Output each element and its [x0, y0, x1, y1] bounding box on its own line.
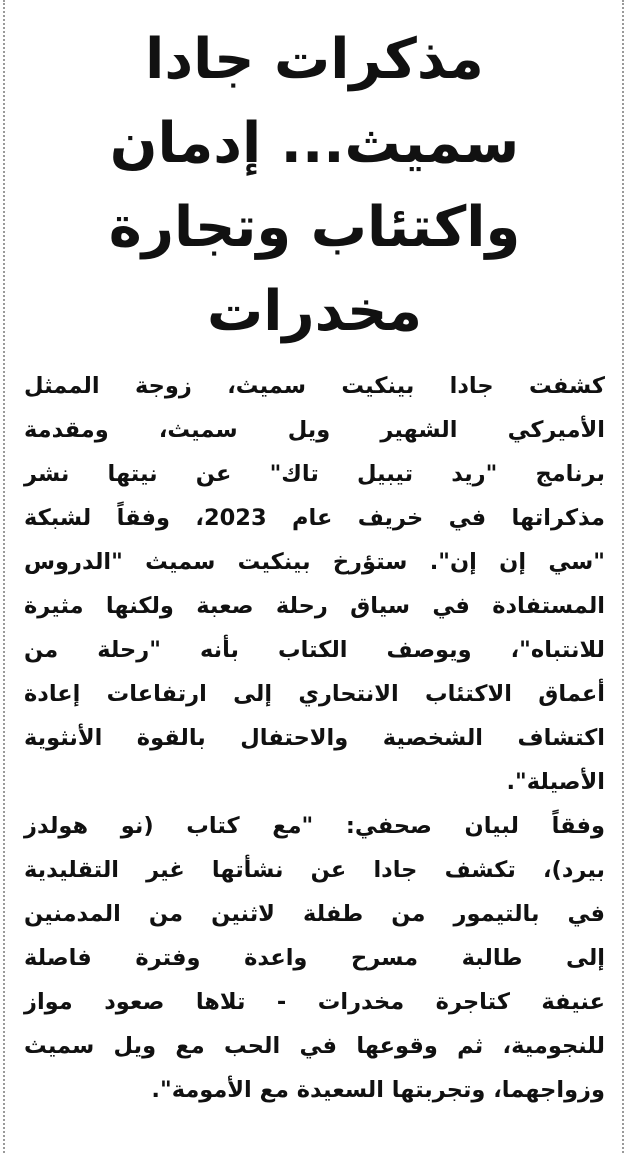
- paragraph-1-line: المستفادة في سياق رحلة صعبة ولكنها مثيرة: [24, 593, 605, 619]
- paragraph-1-line: اكتشاف الشخصية والاحتفال بالقوة الأنثوية: [24, 725, 605, 751]
- article-body: [24, 364, 605, 1112]
- paragraph-1-line: مذكراتها في خريف عام 2023، وفقاً لشبكة: [24, 505, 605, 531]
- paragraph-1-line: برنامج "ريد تيبيل تاك" عن نيتها نشر: [24, 461, 605, 487]
- paragraph-1-line: أعماق الاكتئاب الانتحاري إلى ارتفاعات إعادة: [24, 681, 605, 707]
- paragraph-2-line: بيرد)، تكشف جادا عن نشأتها غير التقليدية: [24, 857, 605, 883]
- article-headline: [24, 18, 605, 354]
- headline-line-2: واكتئاب وتجارة مخدرات: [108, 195, 521, 344]
- headline-line-1: مذكرات جادا سميث... إدمان: [109, 27, 520, 176]
- paragraph-1-line: "سي إن إن". ستؤرخ بينكيت سميث "الدروس: [24, 549, 605, 575]
- paragraph-1-line: كشفت جادا بينكيت سميث، زوجة الممثل: [24, 373, 605, 399]
- paragraph-2-line: عنيفة كتاجرة مخدرات - تلاها صعود مواز: [24, 989, 605, 1015]
- dotted-border-left: [3, 0, 5, 1153]
- dotted-border-right: [622, 0, 624, 1153]
- paragraph-1: [24, 364, 605, 804]
- paragraph-2-line: للنجومية، ثم وقوعها في الحب مع ويل سميث: [24, 1033, 605, 1059]
- paragraph-1-line: للانتباه"، ويوصف الكتاب بأنه "رحلة من: [24, 637, 605, 663]
- paragraph-2-line: وفقاً لبيان صحفي: "مع كتاب (نو هولدز: [24, 813, 605, 839]
- paragraph-2-line: إلى طالبة مسرح واعدة وفترة فاصلة: [24, 945, 605, 971]
- article: [24, 18, 605, 1112]
- paragraph-1-line: الأميركي الشهير ويل سميث، ومقدمة: [24, 417, 605, 443]
- paragraph-2-line: في بالتيمور من طفلة لاثنين من المدمنين: [24, 901, 605, 927]
- paragraph-2: [24, 804, 605, 1112]
- paragraph-2-line: وزواجهما، وتجربتها السعيدة مع الأمومة".: [151, 1077, 605, 1103]
- paragraph-1-line: الأصيلة".: [506, 769, 605, 795]
